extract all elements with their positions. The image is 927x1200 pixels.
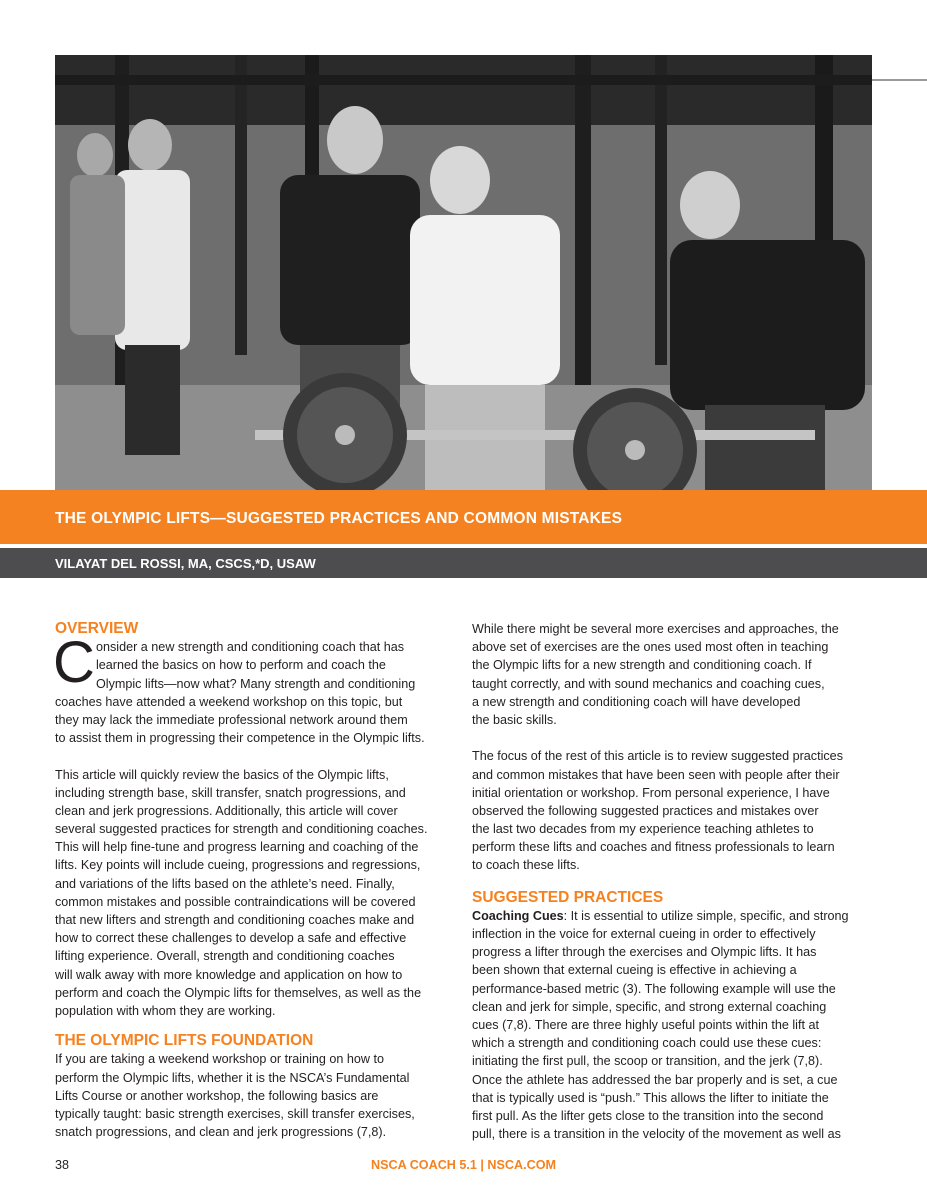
drop-cap: C [53,630,95,696]
text-line: they may lack the immediate professional network around them [55,712,408,727]
text-line: clean and jerk progressions. Additionally, this article will cover [55,803,398,818]
foundation-paragraph [55,1050,455,1141]
right-column [472,620,877,1143]
text-line: pull, there is a transition in the velocity of the movement as well as [472,1127,841,1142]
text-line: lifts. Key points will include cueing, progressions and regressions, [55,858,421,873]
text-line: to coach these lifts. [472,858,580,873]
text-line: snatch progressions, and clean and jerk progressions (7,8). [55,1125,387,1140]
text-line: typically taught: basic strength exercises, skill transfer exercises, [55,1106,415,1121]
text-line: coaches have attended a weekend workshop on this topic, but [55,694,403,709]
coaching-cues-first-line: : It is essential to utilize simple, specific, and strong [563,908,849,923]
text-line: taught correctly, and with sound mechanics and coaching cues, [472,676,825,691]
text-line: first pull. As the lifter gets close to the transition into the second [472,1108,824,1123]
suggested-practices-heading: SUGGESTED PRACTICES [472,888,664,906]
text-line: Lifts Course or another workshop, the following basics are [55,1088,379,1103]
coaching-cues-label: Coaching Cues [472,908,564,923]
text-line: cues (7,8). There are three highly useful points within the lift at [472,1017,819,1032]
text-line: learned the basics on how to perform and coach the [96,658,386,673]
overview-paragraph [53,630,455,747]
page-number: 38 [55,1158,70,1172]
text-line: Once the athlete has addressed the bar properly and is set, a cue [472,1072,838,1087]
article-author: VILAYAT DEL ROSSI, MA, CSCS,*D, USAW [0,548,927,578]
article-title: THE OLYMPIC LIFTS—SUGGESTED PRACTICES AND COMMON MISTAKES [0,490,927,544]
text-line: initial orientation or workshop. From personal experience, I have [472,785,830,800]
text-line: the Olympic lifts for a new strength and conditioning coach. If [472,658,812,673]
text-line: above set of exercises are the ones used most often in teaching [472,640,829,655]
text-line: This article will quickly review the basics of the Olympic lifts, [55,767,389,782]
text-line: the last two decades from my experience teaching athletes to [472,822,814,837]
text-line: that is typically used is “push.” This allows the lifter to initiate the [472,1090,829,1105]
text-line: been shown that external cueing is effective in achieving a [472,963,797,978]
text-line: progress a lifter through the exercises and Olympic lifts. It has [472,945,817,960]
intro-paragraph [55,766,455,1021]
text-line [472,907,877,925]
text-line: the basic skills. [472,712,557,727]
text-line: will walk away with more knowledge and application on how to [55,967,403,982]
text-line: initiating the first pull, the scoop or transition, and the jerk (7,8). [472,1054,823,1069]
article-photo [55,55,872,490]
text-line: population with whom they are working. [55,1003,276,1018]
text-line: While there might be several more exercises and approaches, the [472,622,839,636]
corner-rule [872,79,927,81]
text-line: how to correct these challenges to develop a safe and effective [55,931,407,946]
text-line: including strength base, skill transfer, snatch progressions, and [55,785,406,800]
text-line: and common mistakes that have been seen with people after their [472,767,840,782]
text-line: a new strength and conditioning coach will have developed [472,694,801,709]
text-line: common mistakes and possible contraindications will be covered [55,894,416,909]
text-line: that new lifters and strength and conditioning coaches make and [55,913,415,927]
focus-paragraph [472,747,877,874]
left-column [55,620,455,1141]
text-line: several suggested practices for strength and conditioning coaches. [55,822,428,837]
foundation-heading: THE OLYMPIC LIFTS FOUNDATION [55,1032,314,1050]
text-line: If you are taking a weekend workshop or training on how to [55,1052,385,1067]
text-line: and variations of the lifts based on the athlete’s need. Finally, [55,876,395,891]
text-line: Olympic lifts—now what? Many strength and conditioning [96,676,416,691]
text-line: clean and jerk for simple, specific, and strong external coaching [472,999,827,1014]
text-line: performance-based metric (3). The following example will use the [472,981,836,996]
text-line: The focus of the rest of this article is to review suggested practices [472,749,843,764]
text-line: onsider a new strength and conditioning coach that has [96,640,405,655]
overview-heading: OVERVIEW [55,620,139,637]
text-line: lifting experience. Overall, strength and conditioning coaches [55,949,395,964]
text-line: perform these lifts and coaches and fitness professionals to learn [472,840,835,855]
text-line: perform and coach the Olympic lifts for themselves, as well as the [55,985,422,1000]
text-line: to assist them in progressing their competence in the Olympic lifts. [55,731,425,746]
coaching-cues-paragraph [472,907,877,1143]
text-line: inflection in the voice for external cueing in order to effectively [472,927,816,941]
text-line: perform the Olympic lifts, whether it is the NSCA’s Fundamental [55,1070,410,1085]
text-line: This will help fine-tune and progress learning and coaching of the [55,840,419,855]
publication-footer: NSCA COACH 5.1 | NSCA.COM [371,1158,556,1172]
exercises-paragraph [472,620,877,729]
text-line: which a strength and conditioning coach could use these cues: [472,1036,822,1051]
weightroom-photo-illustration [55,55,872,490]
text-line: observed the following suggested practices and mistakes over [472,803,819,818]
